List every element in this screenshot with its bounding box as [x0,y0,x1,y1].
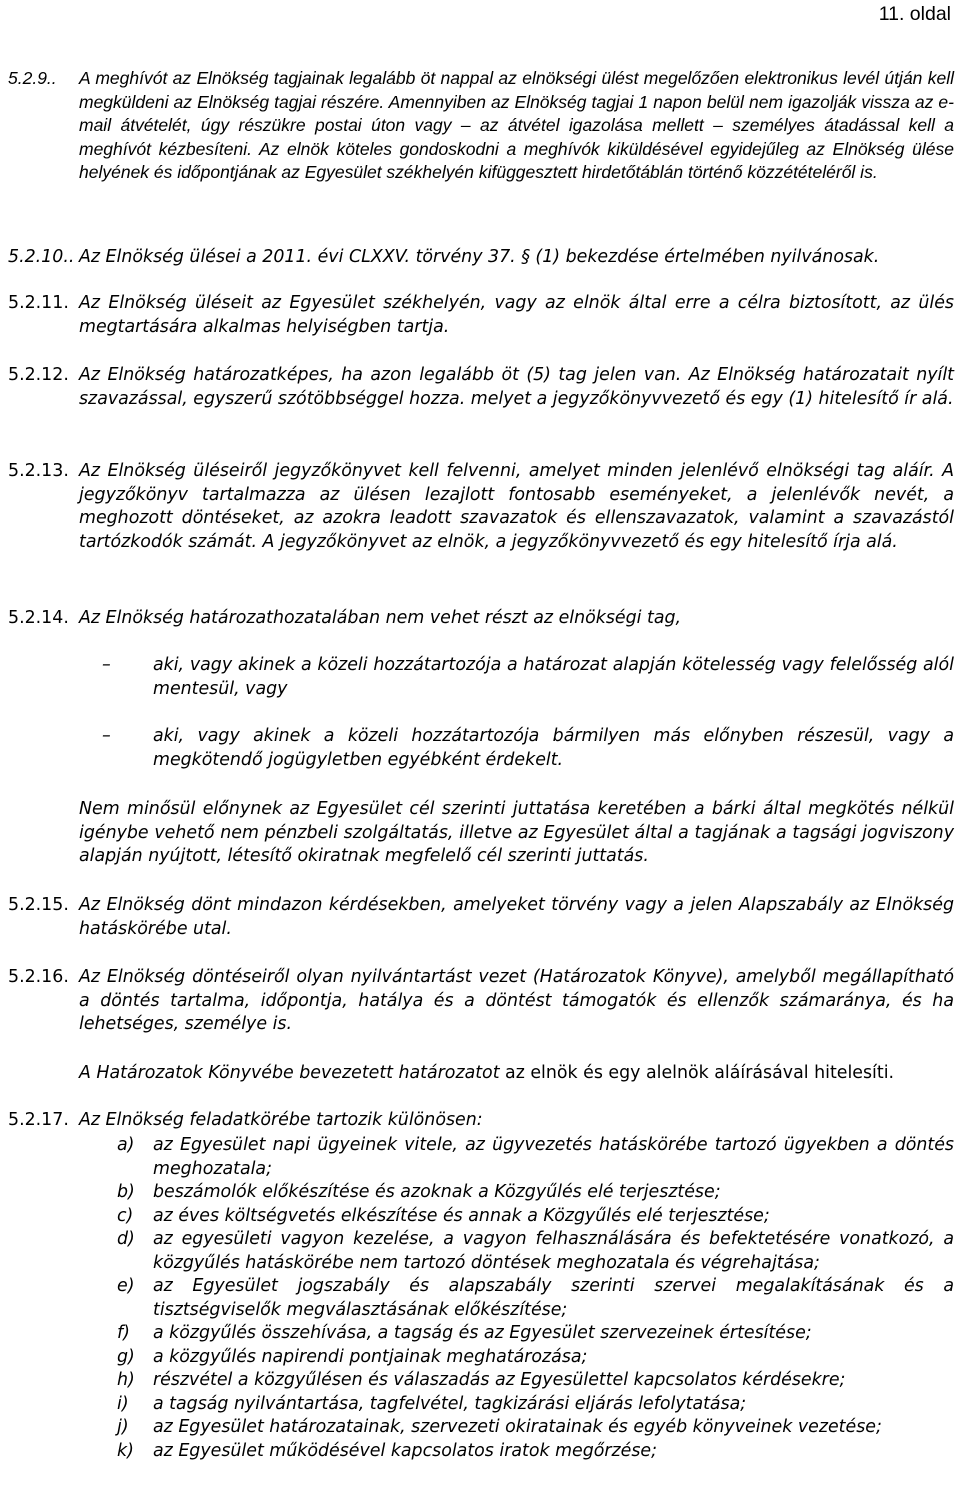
paragraph-text: Az Elnökség üléseiről jegyzőkönyvet kell felvenni, amelyet minden jelenlévő elnökségi tag aláír. A jegyzőkönyv tartalmazza az ülésen lezajlott fontosabb eseményeket, a jelenlévők nevét, a meghozott döntéseket, az azokra leadott szavazatok és ellenszavazatok, valamint a szavazástól tartózkodók számát. A jegyzőkönyvet az elnök, a jegyzőkönyvvezető és egy hitelesítő írja alá. [79,461,954,552]
paragraph-5-2-14 [8,607,954,631]
paragraph-number: 5.2.9.. [8,68,57,88]
list-item [117,1322,954,1346]
list-item-label: d) [117,1229,135,1249]
list-item [117,1181,954,1205]
list-item-text: a közgyűlés napirendi pontjainak meghatározása; [153,1346,588,1367]
paragraph-5-2-16 [8,966,954,1037]
list-item [117,1205,954,1229]
paragraph-number: 5.2.16. [8,967,69,987]
paragraph-text: Az Elnökség határozatképes, ha azon legalább öt (5) tag jelen van. Az Elnökség határozatait nyílt szavazással, egyszerű szótöbbséggel hozza. melyet a jegyzőkönyvvezető és egy (1) hitelesítő ír alá. [79,365,954,409]
list-item-label: c) [117,1205,134,1226]
list-item [117,1228,954,1275]
list-item-label: g) [117,1346,135,1367]
dash-marker: – [102,726,111,746]
paragraph-number: 5.2.10.. [8,247,75,267]
paragraph-text: Az Elnökség üléseit az Egyesület székhelyén, vagy az elnök által erre a célra biztosított, az ülés megtartására alkalmas helyiségben tartja. [79,293,954,337]
paragraph-5-2-11 [8,292,954,339]
paragraph-5-2-13 [8,460,954,554]
list-item-label: h) [117,1370,135,1390]
list-item-text: részvétel a közgyűlésen és válaszadás az Egyesülettel kapcsolatos kérdésekre; [153,1370,846,1390]
paragraph-text: Az Elnökség határozathozatalában nem vehet részt az elnökségi tag, [79,608,682,628]
list-item-text: az Egyesület napi ügyeinek vitele, az ügyvezetés hatáskörébe tartozó ügyekben a döntés meghozatala; [153,1135,954,1179]
list-item-label: j) [117,1417,129,1437]
paragraph-text: A meghívót az Elnökség tagjainak legalább öt nappal az elnökségi ülést megelőzően elektronikus levél útján kell megküldeni az Elnökség tagjai részére. Amennyiben az Elnökség tagjai 1 napon belül nem igazolják vissza az e-mail átvételét, úgy részükre postai úton vagy – az átvétel igazolása mellett – személyes átadással kell a meghívót kézbesíteni. Az elnök köteles gondoskodni a meghívók kiküldésével egyidejűleg az Elnökség ülése helyének és időpontjának az Egyesület székhelyén kifüggesztett hirdetőtáblán történő közzétételéről is. [79,68,954,182]
paragraph-number: 5.2.13. [8,461,69,481]
list-item-label: k) [117,1440,134,1461]
bullet-text: aki, vagy akinek a közeli hozzátartozója a határozat alapján kötelesség vagy felelősség alól mentesül, vagy [153,655,954,699]
paragraph-number: 5.2.12. [8,365,69,385]
list-item-text: a tagság nyilvántartása, tagfelvétel, tagkizárási eljárás lefolytatása; [153,1393,747,1414]
list-item [117,1416,954,1440]
paragraph-text: Az Elnökség dönt mindazon kérdésekben, amelyeket törvény vagy a jelen Alapszabály az Elnökség hatáskörébe utal. [79,895,954,939]
list-item [117,1440,954,1464]
list-item [117,1346,954,1370]
list-item-label: e) [117,1276,135,1296]
list-item-text: az Egyesület határozatainak, szervezeti okiratainak és egyéb könyveinek vezetése; [153,1417,882,1437]
paragraph-5-2-9 [8,67,954,185]
list-item-label: b) [117,1182,135,1202]
paragraph-5-2-10 [8,246,954,270]
paragraph-text: Az Elnökség ülései a 2011. évi CLXXV. törvény 37. § (1) bekezdése értelmében nyilvánosak. [79,247,880,267]
page-number: 11. oldal [878,3,951,25]
exception-note: Nem minősül előnynek az Egyesület cél szerinti juttatása keretében a bárki által megkötés nélkül igénybe vehető nem pénzbeli szolgáltatás, illetve az Egyesület által a tagjának a tagsági jogviszony alapján nyújtott, létesítő okiratnak megfelelő cél szerinti juttatás. [79,799,954,866]
paragraph-number: 5.2.14. [8,608,69,628]
paragraph-number: 5.2.15. [8,895,69,915]
list-item-text: az Egyesület működésével kapcsolatos iratok megőrzése; [153,1440,657,1461]
duties-list [117,1134,954,1463]
list-item-text: az egyesületi vagyon kezelése, a vagyon felhasználására és befektetésére vonatkozó, a közgyűlés hatáskörébe nem tartozó döntések meghozatala és végrehajtása; [153,1229,954,1273]
list-item-text: beszámolók előkészítése és azoknak a Közgyűlés elé terjesztése; [153,1182,721,1202]
list-item-text: a közgyűlés összehívása, a tagság és az Egyesület szervezeinek értesítése; [153,1323,812,1343]
list-item [117,1134,954,1181]
ledger-note [79,1062,954,1086]
dash-marker: – [102,655,111,675]
list-item-label: a) [117,1135,135,1155]
list-item-text: az Egyesület jogszabály és alapszabály szerinti szervei megalakításának és a tisztségviselők megválasztásának előkészítése; [153,1276,954,1320]
paragraph-number: 5.2.17. [8,1110,69,1130]
paragraph-5-2-15 [8,894,954,941]
paragraph-5-2-17 [8,1109,954,1133]
list-item [117,1275,954,1322]
paragraph-text: Az Elnökség döntéseiről olyan nyilvántartást vezet (Határozatok Könyve), amelyből megállapítható a döntés tartalma, időpontja, hatálya és a döntést támogatók és ellenzők számaránya, és ha lehetséges, személye is. [79,967,954,1034]
bullet-text: aki, vagy akinek a közeli hozzátartozója bármilyen más előnyben részesül, vagy a megkötendő jogügyletben egyébként érdekelt. [153,726,954,770]
paragraph-text: Az Elnökség feladatkörébe tartozik különösen: [79,1110,483,1130]
ledger-note-italic: A Határozatok Könyvébe bevezetett határozatot [79,1063,500,1083]
list-item-label: i) [117,1393,129,1414]
paragraph-5-2-12 [8,364,954,411]
bullet-item [102,654,954,701]
paragraph-number: 5.2.11. [8,293,69,313]
ledger-note-rest: az elnök és egy alelnök aláírásával hitelesíti. [499,1063,895,1083]
list-item-label: f) [117,1323,130,1343]
list-item-text: az éves költségvetés elkészítése és annak a Közgyűlés elé terjesztése; [153,1205,770,1226]
list-item [117,1393,954,1417]
bullet-item [102,725,954,772]
list-item [117,1369,954,1393]
